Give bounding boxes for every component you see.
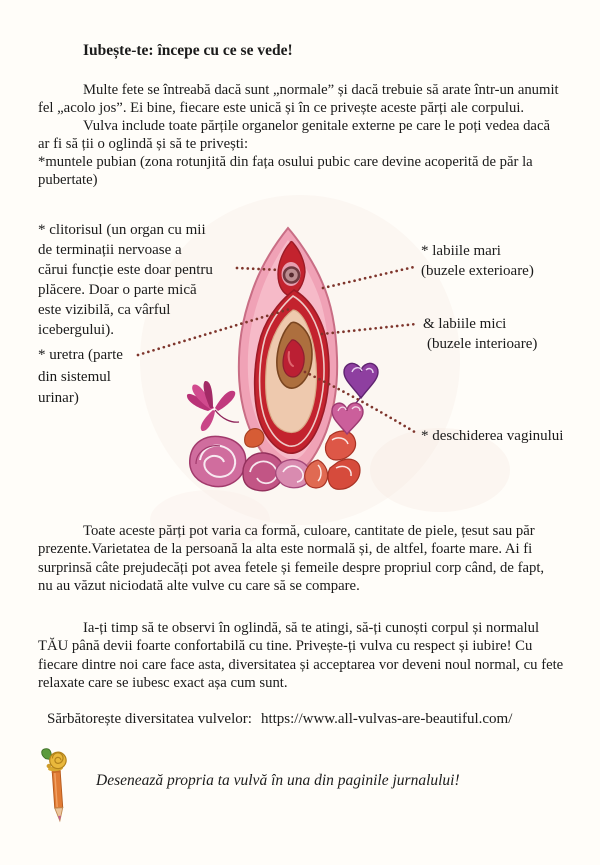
pencil-with-snail-topper-icon	[41, 747, 70, 821]
paragraph-variatie: Toate aceste părți pot varia ca formă, culoare, cantitate de piele, țesut sau păr prezente.Varietatea de la persoană la alta este normală și, de altfel, foarte mare. Ai fi surprinsă câte prejudecăți pot avea fetele și femeile despre propriul corp când, de fapt, nu au văzut niciodată alte vulve cu care să se compare.	[38, 523, 545, 595]
coral-bud	[245, 429, 264, 448]
uretra-label: * uretra (parte din sistemul urinar)	[38, 347, 123, 406]
leader-labiile-mici	[322, 324, 416, 334]
vulva-outer-labia	[239, 228, 337, 473]
deschiderea-label: * deschiderea vaginului	[421, 428, 564, 444]
vaginal-opening-red	[283, 340, 304, 377]
leader-deschiderea	[305, 372, 418, 434]
vestibule-cream	[266, 310, 317, 433]
leader-labiile-mari	[323, 267, 414, 288]
inner-labia-red-ring	[255, 290, 329, 453]
swirl-rose-center	[243, 453, 284, 491]
clitoris-label: * clitorisul (un organ cu mii de terminații nervoase a cărui funcție este doar pentru plăcere. Doar o parte mică este vizibilă, ca vârful icebergului).	[38, 222, 213, 338]
purple-heart	[344, 363, 378, 404]
paragraph-vulva-include: Vulva include toate părțile organelor genitale externe pe care le poți vedea dacă ar fi să ții o oglindă și să te privești:	[38, 117, 550, 152]
celebrate-url-link[interactable]: https://www.all-vulvas-are-beautiful.com/	[260, 711, 513, 727]
paragraph-muntele-pubian: *muntele pubian (zona rotunjită din fața osului pubic care devine acoperită de păr la pubertate)	[38, 153, 533, 188]
celebrate-label: Sărbătorește diversitatea vulvelor:	[47, 711, 252, 727]
page-title: Iubește-te: începe cu ce se vede!	[83, 42, 293, 59]
paragraph-ia-ti-timp: Ia-ți timp să te observi în oglindă, să te atingi, să-ți cunoști corpul și normalul TĂU până devii foarte confortabilă cu tine. Privește-ți vulva cu respect și iubire! Cu fiecare dintre noi care face asta, diversitatea și acceptarea vor deveni noul normal, cu fete relaxate care se iubesc exact așa cum sunt.	[38, 620, 564, 692]
celebrate-line	[47, 711, 512, 728]
pink-heart	[332, 403, 363, 434]
coral-flower	[305, 431, 360, 489]
vaginal-opening-brown	[277, 322, 312, 388]
clitoris-dot	[284, 268, 299, 283]
magenta-flower	[187, 381, 239, 431]
labiile-mici-label: & labiile mici (buzele interioare)	[423, 316, 538, 352]
intro-text-block	[38, 82, 562, 189]
variation-paragraph-block	[38, 522, 562, 596]
self-love-paragraph-block	[38, 619, 568, 693]
leader-clitoris	[237, 268, 280, 270]
labiile-mari-label: * labiile mari (buzele exterioare)	[421, 243, 534, 279]
clitoris-area	[278, 242, 305, 296]
swirl-rose-left	[190, 436, 246, 486]
paragraph-normale: Multe fete se întreabă dacă sunt „normale” și dacă trebuie să arate într-un anumit fel „acolo jos”. Ei bine, fiecare este unică și în ce privește aceste părți ale corpului.	[38, 82, 559, 116]
journal-prompt: Desenează propria ta vulvă în una din paginile jurnalului!	[96, 772, 460, 789]
swirl-rose-bottom	[276, 460, 311, 488]
